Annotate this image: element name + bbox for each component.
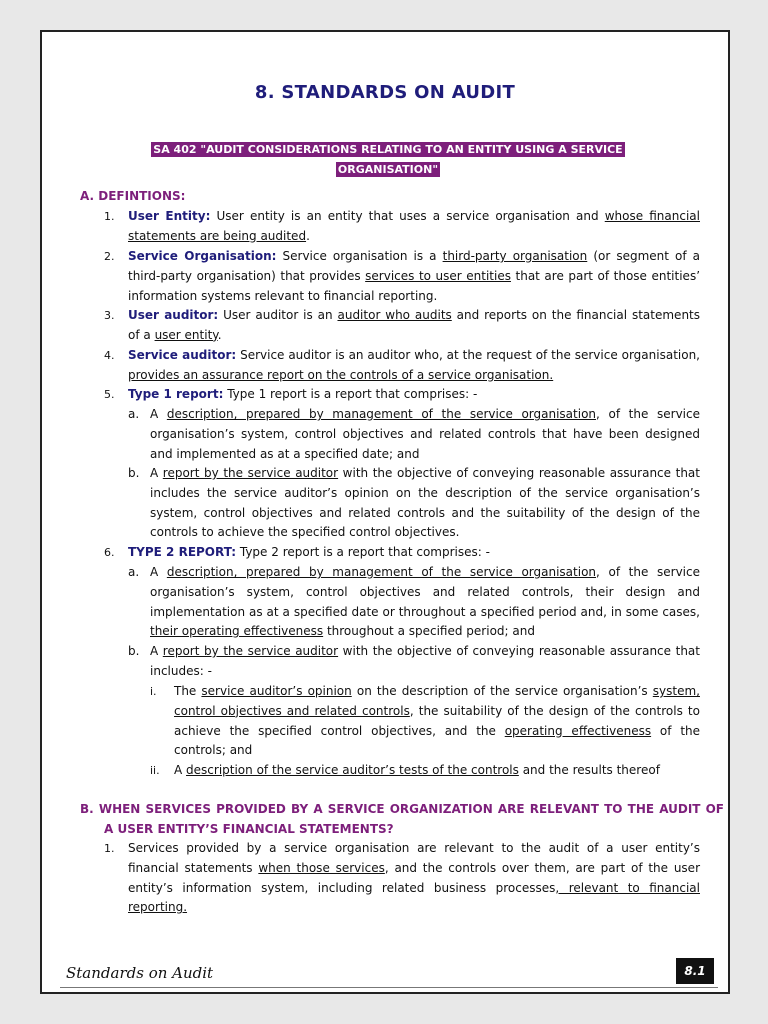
footer-rule bbox=[60, 987, 718, 988]
sub-item-letter: a. bbox=[128, 407, 140, 421]
section-b-item-1: Services provided by a service organisation are relevant to the audit of a user entity’s financial statements when those services, and the controls over them, are part of the user entity’s information system, including related business processes, relevant to financial reporting. bbox=[128, 841, 701, 915]
type-2-sub-b-ii: A description of the service auditor’s tests of the controls and the results thereof bbox=[174, 763, 660, 777]
page-number: 8.1 bbox=[676, 958, 714, 984]
page-title: 8. STANDARDS ON AUDIT bbox=[254, 82, 516, 103]
roman-numeral: ii. bbox=[150, 764, 160, 777]
section-a-heading: A. DEFINTIONS: bbox=[80, 189, 186, 203]
definition-type-1-report: Type 1 report: Type 1 report is a report that comprises: - bbox=[128, 387, 478, 401]
type-1-sub-b: A report by the service auditor with the objective of conveying reasonable assurance that includes the service auditor’s opinion on the description of the service organisation’s system, control objectives and related controls and the suitability of the design of the controls to achieve the specified control objectives. bbox=[150, 466, 700, 540]
type-2-sub-a: A description, prepared by management of the service organisation, of the service organisation’s system, control objectives and related controls, their design and implementation as at a specified date or throughout a specified period and, in some cases, their operating effectiveness throughout a specified period; and bbox=[150, 565, 700, 639]
definition-user-auditor: User auditor: User auditor is an auditor who audits and reports on the financial statements of a user entity. bbox=[128, 308, 701, 342]
item-number: 6. bbox=[104, 546, 115, 559]
item-number: 2. bbox=[104, 250, 115, 263]
roman-numeral: i. bbox=[150, 685, 157, 698]
standard-banner: SA 402 "AUDIT CONSIDERATIONS RELATING TO AN ENTITY USING A SERVICE ORGANISATION" bbox=[153, 143, 623, 176]
item-number: 1. bbox=[104, 210, 115, 223]
definition-service-organisation: Service Organisation: Service organisation is a third-party organisation (or segment of a third-party organisation) that provides services to user entities that are part of those entities’ information systems relevant to financial reporting. bbox=[128, 249, 701, 303]
definition-user-entity: User Entity: User entity is an entity that uses a service organisation and whose financial statements are being audited. bbox=[128, 209, 700, 243]
item-number: 3. bbox=[104, 309, 115, 322]
sub-item-letter: a. bbox=[128, 565, 140, 579]
type-2-sub-b-i: The service auditor’s opinion on the description of the service organisation’s system, control objectives and related controls, the suitability of the design of the controls to achieve the specified control objectives, and the operating effectiveness of the controls; and bbox=[174, 684, 701, 758]
definition-service-auditor: Service auditor: Service auditor is an auditor who, at the request of the service organisation, provides an assurance report on the controls of a service organisation. bbox=[128, 348, 700, 382]
item-number: 1. bbox=[104, 842, 115, 855]
type-1-sub-a: A description, prepared by management of the service organisation, of the service organisation’s system, control objectives and related controls that have been designed and implemented as at a specified date; and bbox=[150, 407, 700, 461]
item-number: 4. bbox=[104, 349, 115, 362]
footer-label: Standards on Audit bbox=[66, 964, 214, 982]
definition-type-2-report: TYPE 2 REPORT: Type 2 report is a report that comprises: - bbox=[128, 545, 490, 559]
sub-item-letter: b. bbox=[128, 466, 140, 480]
section-b-heading: B. WHEN SERVICES PROVIDED BY A SERVICE ORGANIZATION ARE RELEVANT TO THE AUDIT OF A USER ENTITY’S FINANCIAL STATEMENTS? bbox=[80, 802, 724, 836]
document-page bbox=[40, 30, 730, 994]
item-number: 5. bbox=[104, 388, 115, 401]
type-2-sub-b: A report by the service auditor with the objective of conveying reasonable assurance that includes: - bbox=[150, 644, 700, 678]
sub-item-letter: b. bbox=[128, 644, 140, 658]
